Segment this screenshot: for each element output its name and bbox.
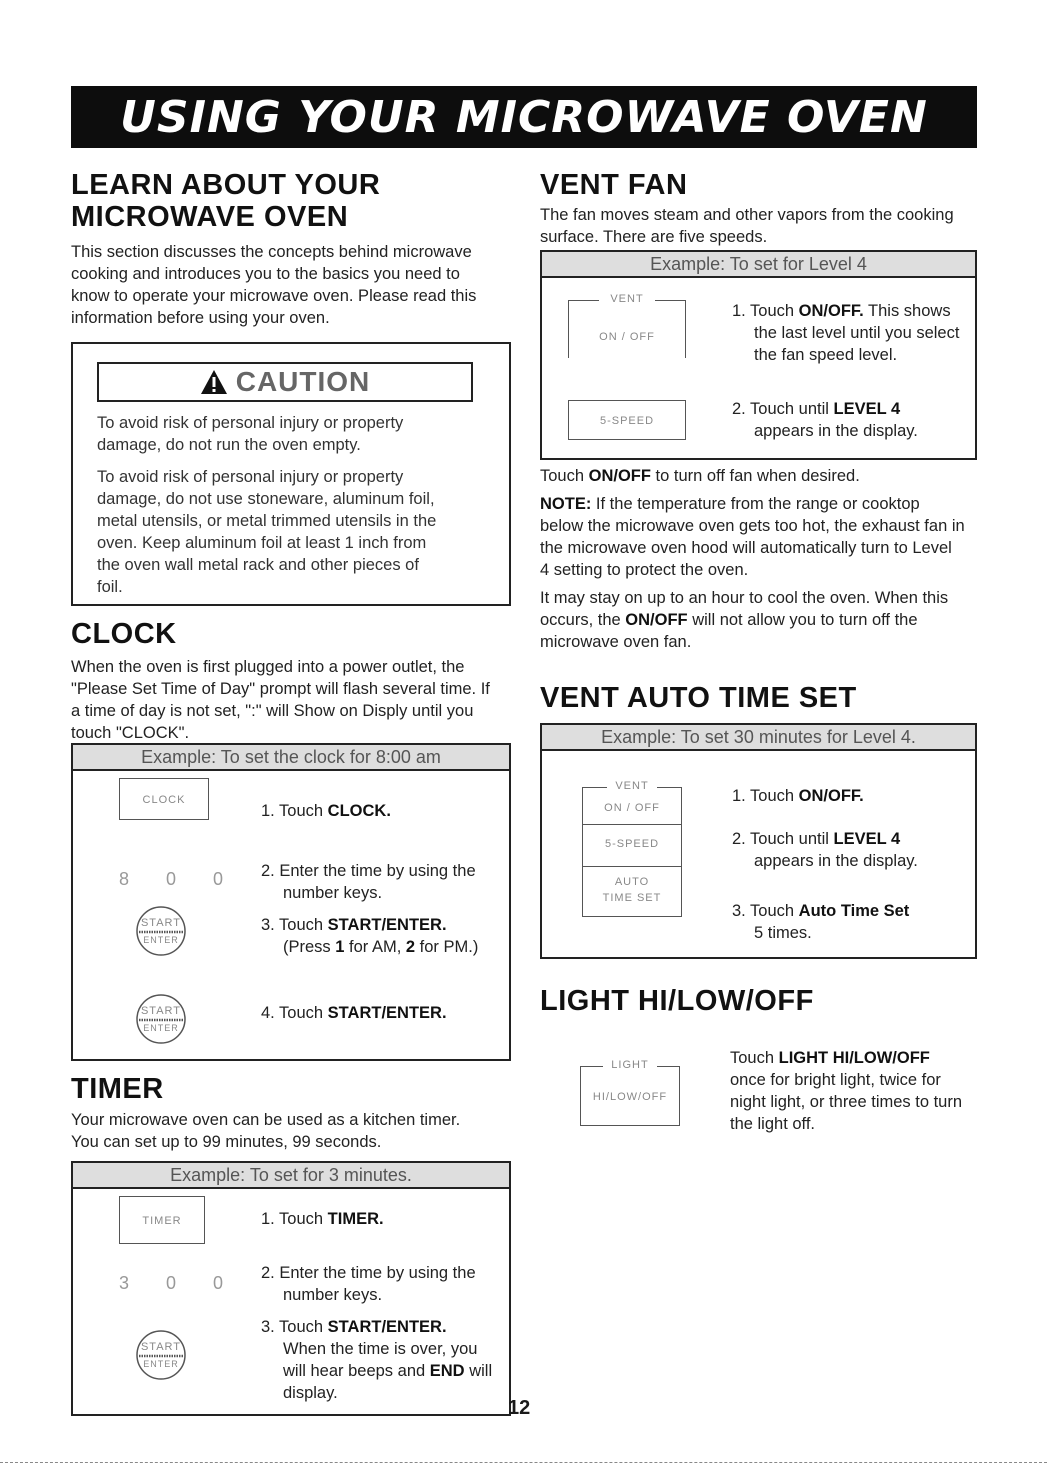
start-enter-button[interactable] xyxy=(135,905,187,957)
step-bold: LEVEL 4 xyxy=(833,400,901,418)
timer-title: TIMER xyxy=(71,1073,164,1105)
vent-auto-example-box xyxy=(540,723,977,959)
light-label: LIGHT xyxy=(603,1059,657,1071)
step-text: 2. Enter the time by using the xyxy=(261,862,476,880)
caution-line: oven. Keep aluminum foil at least 1 inch from xyxy=(97,534,427,552)
timer-line: You can set up to 99 minutes, 99 seconds. xyxy=(71,1133,382,1151)
timer-key[interactable]: TIMER xyxy=(119,1196,205,1244)
step-bold: Auto Time Set xyxy=(798,902,910,920)
clock-step-4 xyxy=(261,1002,447,1024)
caution-paragraph-2 xyxy=(97,466,436,598)
step-text: number keys. xyxy=(283,884,383,902)
step-text: 1. Touch xyxy=(261,1210,328,1228)
timer-step-2 xyxy=(261,1262,476,1306)
vent-auto-step-1 xyxy=(732,785,864,807)
clock-step-3 xyxy=(261,914,478,958)
step-text: display. xyxy=(283,1384,338,1402)
step-text: 3. Touch xyxy=(261,916,328,934)
vent-auto-keys[interactable] xyxy=(582,780,682,917)
warning-triangle-icon xyxy=(200,369,228,395)
vent-fan-title: VENT FAN xyxy=(540,169,688,201)
step-text: 1. Touch xyxy=(261,802,328,820)
step-bold: TIMER. xyxy=(327,1210,384,1228)
step-text: for AM, xyxy=(344,938,406,956)
note-label: NOTE: xyxy=(540,495,592,513)
clock-step-2 xyxy=(261,860,476,904)
step-text: Touch xyxy=(730,1049,779,1067)
clock-step-1 xyxy=(261,800,391,822)
note-bold: ON/OFF xyxy=(625,611,688,629)
page-banner: USING YOUR MICROWAVE OVEN xyxy=(71,86,977,148)
step-text: This shows xyxy=(863,302,951,320)
caution-line: To avoid risk of personal injury or property xyxy=(97,468,404,486)
step-text: once for bright light, twice for xyxy=(730,1071,941,1089)
clock-title: CLOCK xyxy=(71,618,177,650)
timer-step-1 xyxy=(261,1208,384,1230)
caution-line: foil. xyxy=(97,578,123,596)
vent-fan-step-1 xyxy=(732,300,959,366)
clock-example-bar: Example: To set the clock for 8:00 am xyxy=(73,745,509,771)
step-bold: CLOCK. xyxy=(327,802,391,820)
step-text: 1. Touch xyxy=(732,302,799,320)
step-bold: START/ENTER. xyxy=(327,1318,447,1336)
step-text: appears in the display. xyxy=(754,422,918,440)
caution-box xyxy=(71,342,511,606)
step-text: the light off. xyxy=(730,1115,816,1133)
step-bold: START/ENTER. xyxy=(327,916,447,934)
caution-line: To avoid risk of personal injury or property xyxy=(97,414,404,432)
hilow-label: HI/LOW/OFF xyxy=(592,1091,668,1103)
timer-example-bar: Example: To set for 3 minutes. xyxy=(73,1163,509,1189)
timer-example-box xyxy=(71,1161,511,1416)
vent-auto-step-3 xyxy=(732,900,909,944)
step-bold: ON/OFF. xyxy=(798,302,864,320)
step-bold: LEVEL 4 xyxy=(833,830,901,848)
caution-line: damage, do not run the oven empty. xyxy=(97,436,361,454)
note-text: Touch xyxy=(540,467,589,485)
note-text: to turn off fan when desired. xyxy=(650,467,860,485)
light-title: LIGHT HI/LOW/OFF xyxy=(540,985,814,1017)
clock-line: touch "CLOCK". xyxy=(71,724,190,742)
note-text: If the temperature from the range or cooktop xyxy=(591,495,920,513)
timer-line: Your microwave oven can be used as a kitchen timer. xyxy=(71,1111,461,1129)
clock-line: "Please Set Time of Day" prompt will flash several time. If xyxy=(71,680,490,698)
timer-digits: 3 0 0 xyxy=(119,1273,240,1293)
footer-rule xyxy=(0,1462,1047,1463)
vent-label: VENT xyxy=(607,780,657,792)
vent-auto-example-bar: Example: To set 30 minutes for Level 4. xyxy=(542,725,975,751)
note-text: will not allow you to turn off the xyxy=(687,611,918,629)
step-text: When the time is over, you xyxy=(283,1340,478,1358)
step-text: for PM.) xyxy=(415,938,479,956)
note-text: 4 setting to protect the oven. xyxy=(540,561,749,579)
learn-line: know to operate your microwave oven. Please read this xyxy=(71,287,477,305)
clock-line: a time of day is not set, ":" will Show on Disply until you xyxy=(71,702,474,720)
enter-label: ENTER xyxy=(143,1023,179,1033)
step-text: 2. Touch until xyxy=(732,400,834,418)
note-bold: ON/OFF xyxy=(588,467,651,485)
auto-label: AUTO xyxy=(614,876,650,888)
step-text: 2. Enter the time by using the xyxy=(261,1264,476,1282)
step-text: 5 times. xyxy=(754,924,812,942)
vent-fan-example-box xyxy=(540,250,977,460)
time-set-label: TIME SET xyxy=(602,892,662,904)
note-text: microwave oven fan. xyxy=(540,633,692,651)
caution-paragraph-1 xyxy=(97,412,403,456)
caution-line: damage, do not use stoneware, aluminum foil, xyxy=(97,490,435,508)
step-text: 3. Touch xyxy=(261,1318,328,1336)
step-text: (Press xyxy=(283,938,336,956)
enter-label: ENTER xyxy=(143,935,179,945)
step-text: night light, or three times to turn xyxy=(730,1093,963,1111)
note-text: occurs, the xyxy=(540,611,626,629)
step-text: the fan speed level. xyxy=(754,346,898,364)
step-text: will xyxy=(464,1362,493,1380)
step-text: 3. Touch xyxy=(732,902,799,920)
step-text: number keys. xyxy=(283,1286,383,1304)
caution-heading xyxy=(97,362,473,402)
caution-title: CAUTION xyxy=(235,366,371,397)
light-key[interactable] xyxy=(580,1059,680,1126)
step-bold: ON/OFF. xyxy=(798,787,864,805)
timer-step-3 xyxy=(261,1316,492,1404)
step-text: 1. Touch xyxy=(732,787,799,805)
enter-label: ENTER xyxy=(143,1359,179,1369)
step-text: appears in the display. xyxy=(754,852,918,870)
start-enter-button[interactable] xyxy=(135,1329,187,1381)
start-label: START xyxy=(140,1341,182,1353)
step-bold: 2 xyxy=(405,938,416,956)
onoff-label: ON / OFF xyxy=(599,331,655,343)
vent-onoff-key[interactable] xyxy=(568,293,686,358)
vent-fan-line: The fan moves steam and other vapors from the cooking xyxy=(540,206,954,224)
five-speed-key[interactable]: 5-SPEED xyxy=(568,400,686,440)
light-instructions xyxy=(730,1047,962,1135)
vent-auto-step-2 xyxy=(732,828,918,872)
clock-digits: 8 0 0 xyxy=(119,869,240,889)
learn-title-line1: LEARN ABOUT YOUR xyxy=(71,169,381,201)
caution-line: the oven wall metal rack and other pieces of xyxy=(97,556,419,574)
vent-fan-line: surface. There are five speeds. xyxy=(540,228,768,246)
learn-line: cooking and introduces you to the basics you need to xyxy=(71,265,460,283)
learn-line: This section discusses the concepts behind microwave xyxy=(71,243,472,261)
vent-label: VENT xyxy=(599,293,655,305)
vent-fan-step-2 xyxy=(732,398,918,442)
vent-auto-title: VENT AUTO TIME SET xyxy=(540,682,857,714)
five-speed-label: 5-SPEED xyxy=(604,838,660,850)
clock-key[interactable]: CLOCK xyxy=(119,778,209,820)
timer-intro xyxy=(71,1109,511,1153)
learn-intro xyxy=(71,241,511,329)
step-text: the last level until you select xyxy=(754,324,960,342)
vent-fan-notes xyxy=(540,465,980,653)
note-text: below the microwave oven gets too hot, the exhaust fan in xyxy=(540,517,965,535)
note-text: It may stay on up to an hour to cool the oven. When this xyxy=(540,589,949,607)
start-enter-button[interactable] xyxy=(135,993,187,1045)
step-text: will hear beeps and xyxy=(283,1362,430,1380)
clock-intro xyxy=(71,656,511,744)
caution-line: metal utensils, or metal trimmed utensils in the xyxy=(97,512,437,530)
learn-line: information before using your oven. xyxy=(71,309,330,327)
step-bold: START/ENTER. xyxy=(327,1004,447,1022)
page-number: 12 xyxy=(508,1397,531,1419)
step-bold: 1 xyxy=(335,938,345,956)
start-label: START xyxy=(140,917,182,929)
vent-fan-example-bar: Example: To set for Level 4 xyxy=(542,252,975,278)
step-bold: END xyxy=(429,1362,465,1380)
note-text: the microwave oven hood will automatically turn to Level xyxy=(540,539,952,557)
clock-line: When the oven is first plugged into a power outlet, the xyxy=(71,658,465,676)
vent-fan-intro xyxy=(540,204,980,248)
step-text: 4. Touch xyxy=(261,1004,328,1022)
step-text: 2. Touch until xyxy=(732,830,834,848)
learn-title-line2: MICROWAVE OVEN xyxy=(71,201,349,233)
step-bold: LIGHT HI/LOW/OFF xyxy=(778,1049,930,1067)
clock-example-box xyxy=(71,743,511,1061)
start-label: START xyxy=(140,1005,182,1017)
onoff-label: ON / OFF xyxy=(604,802,660,814)
